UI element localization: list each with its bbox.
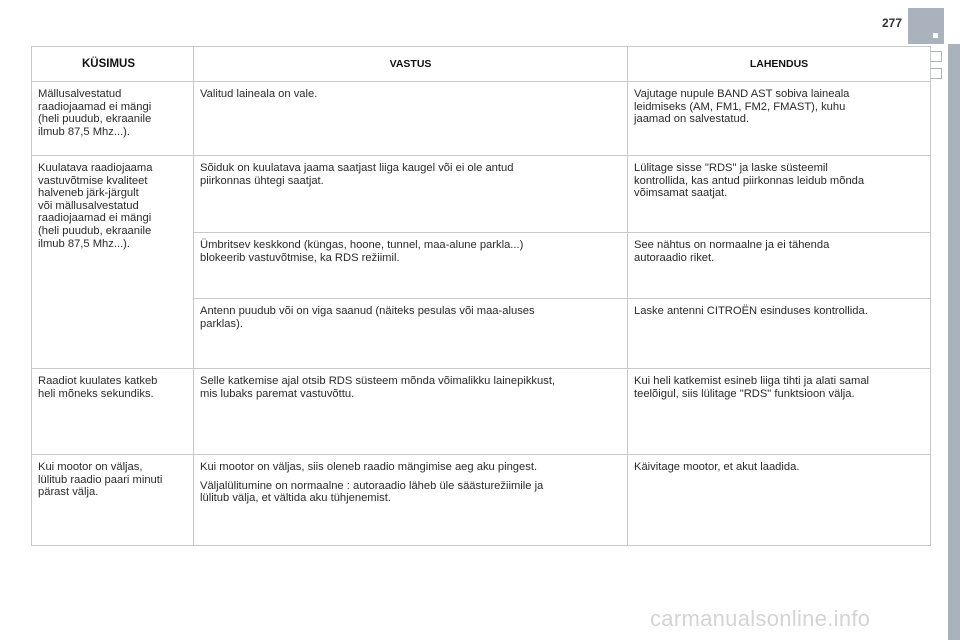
table-row (32, 156, 931, 233)
answer-cell (194, 299, 628, 369)
answer-text: Ümbritsev keskkond (küngas, hoone, tunnel, maa-alune parkla...) blokeerib vastuvõtmise, ka RDS režiimil. (200, 239, 524, 264)
table-row (32, 369, 931, 455)
page-number: 277 (881, 16, 902, 30)
answer-text: Antenn puudub või on viga saanud (näiteks pesulas või maa-aluses parklas). (200, 305, 535, 330)
solution-cell (628, 369, 931, 455)
table-row (32, 455, 931, 546)
solution-text: Käivitage mootor, et akut laadida. (634, 461, 800, 473)
solution-text: Lülitage sisse "RDS" ja laske süsteemil kontrollida, kas antud piirkonnas leidub mõnda võimsamat saatjat. (634, 162, 865, 200)
answer-cell (194, 369, 628, 455)
solution-cell (628, 156, 931, 233)
question-text: Mällusalvestatud raadiojaamad ei mängi (heli puudub, ekraanile ilmub 87,5 Mhz...). (38, 88, 152, 138)
solution-cell (628, 455, 931, 546)
solution-text: Vajutage nupule BAND AST sobiva laineala leidmiseks (AM, FM1, FM2, FMAST), kuhu jaamad on salvestatud. (634, 88, 850, 126)
answer-text: Kui mootor on väljas, siis oleneb raadio mängimise aeg aku pingest. (200, 461, 538, 473)
answer-text: Valitud laineala on vale. (200, 88, 318, 100)
watermark: carmanualsonline.info (650, 606, 871, 631)
solution-cell (628, 82, 931, 156)
chapter-box-1 (930, 51, 942, 62)
solution-cell (628, 233, 931, 299)
header-solution: LAHENDUS (628, 47, 931, 82)
answer-cell (194, 156, 628, 233)
header-question: KÜSIMUS (32, 47, 194, 82)
chapter-box-2 (930, 68, 942, 79)
question-cell (32, 156, 194, 369)
header-answer: VASTUS (194, 47, 628, 82)
answer-text: Väljalülitumine on normaalne : autoraadio läheb üle säästurežiimile ja lülitub välja, et vältida aku tühjenemist. (200, 479, 544, 505)
question-cell (32, 82, 194, 156)
answer-text: Selle katkemise ajal otsib RDS süsteem mõnda võimalikku lainepikkust, mis lubaks paremat vastuvõttu. (200, 375, 556, 400)
answer-cell (194, 233, 628, 299)
question-text: Raadiot kuulates katkeb heli mõneks sekundiks. (38, 375, 158, 400)
answer-cell (194, 82, 628, 156)
answer-cell (194, 455, 628, 546)
solution-text: See nähtus on normaalne ja ei tähenda autoraadio riket. (634, 239, 830, 264)
solution-text: Laske antenni CITROËN esinduses kontrollida. (634, 305, 868, 317)
question-cell (32, 369, 194, 455)
question-text: Kuulatava raadiojaama vastuvõtmise kvaliteet halveneb järk-järgult või mällusalvestatud raadiojaamad ei mängi (heli puudub, ekraanile ilmub 87,5 Mhz...). (38, 162, 153, 250)
question-cell (32, 455, 194, 546)
table-header-row (32, 47, 931, 82)
solution-text: Kui heli katkemist esineb liiga tihti ja alati samal teelõigul, siis lülitage "RDS" funktsioon välja. (634, 375, 870, 400)
answer-text: Sõiduk on kuulatava jaama saatjast liiga kaugel või ei ole antud piirkonnas ühtegi saatjat. (200, 162, 514, 187)
question-text: Kui mootor on väljas, lülitub raadio paari minuti pärast välja. (38, 461, 163, 499)
troubleshooting-table (31, 46, 931, 546)
chapter-side-bar (948, 44, 960, 640)
table-row (32, 82, 931, 156)
solution-cell (628, 299, 931, 369)
chapter-tab (908, 8, 944, 44)
chapter-tab-marker (933, 33, 938, 38)
